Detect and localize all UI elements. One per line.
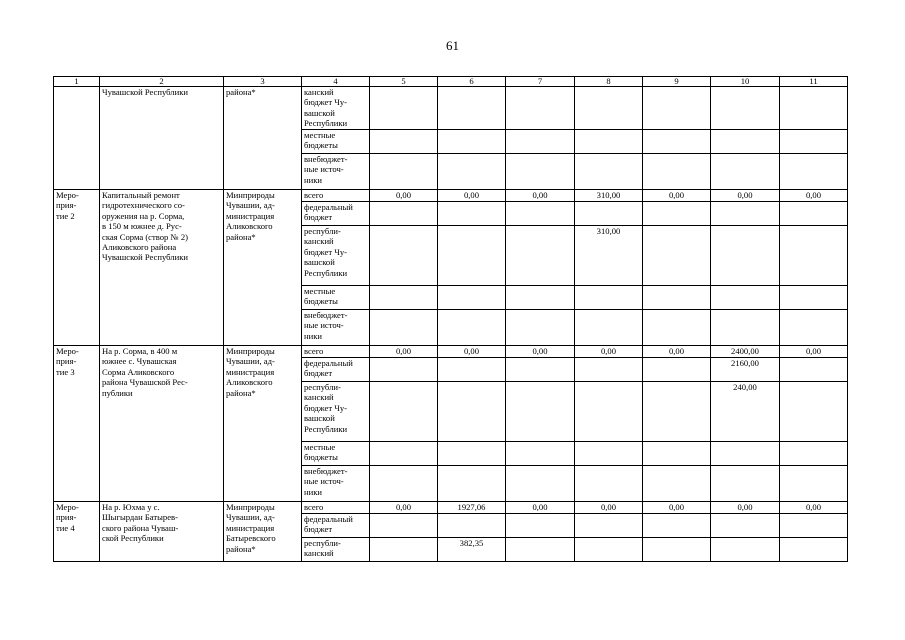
value-cell — [370, 346, 438, 358]
value-cell — [643, 190, 711, 202]
value-cell — [370, 202, 438, 226]
source-cell — [302, 442, 370, 466]
value-cell — [506, 286, 575, 310]
value-cell — [575, 154, 643, 190]
source-cell-text: республи- канский бюджет Чу- вашской Республики — [304, 382, 348, 434]
value-cell — [438, 502, 506, 514]
value-cell-text: 0,00 — [805, 190, 822, 200]
value-cell — [575, 358, 643, 382]
measure-name-text: Меро- прия- тие 3 — [56, 346, 79, 377]
value-cell-text: 0,00 — [805, 346, 822, 356]
object-cell — [100, 346, 224, 502]
value-cell — [780, 514, 848, 538]
value-cell-text: 0,00 — [463, 190, 480, 200]
value-cell — [575, 87, 643, 130]
column-number-1-text: 1 — [74, 76, 79, 86]
value-cell — [780, 202, 848, 226]
source-cell — [302, 514, 370, 538]
column-number-8 — [575, 77, 643, 87]
value-cell — [643, 502, 711, 514]
executor-cell — [224, 346, 302, 502]
value-cell — [438, 442, 506, 466]
value-cell — [780, 310, 848, 346]
executor-cell — [224, 87, 302, 190]
value-cell-text: 0,00 — [600, 502, 617, 512]
value-cell — [370, 286, 438, 310]
value-cell — [711, 310, 780, 346]
value-cell — [370, 226, 438, 286]
executor-cell-text: Минприроды Чувашии, ад- министрация Аликовского района* — [226, 190, 275, 242]
column-number-11 — [780, 77, 848, 87]
source-cell-text: местные бюджеты — [304, 286, 338, 307]
value-cell — [506, 538, 575, 562]
source-cell-text: внебюджет- ные источ- ники — [304, 466, 348, 497]
value-cell — [643, 130, 711, 154]
value-cell — [643, 87, 711, 130]
value-cell — [780, 538, 848, 562]
value-cell — [711, 346, 780, 358]
value-cell — [370, 382, 438, 442]
value-cell — [506, 514, 575, 538]
value-cell — [506, 358, 575, 382]
value-cell-text: 0,00 — [395, 502, 412, 512]
source-cell — [302, 538, 370, 562]
value-cell-text: 0,00 — [532, 346, 548, 356]
value-cell — [506, 87, 575, 130]
value-cell — [370, 466, 438, 502]
column-number-4 — [302, 77, 370, 87]
table-row — [54, 346, 848, 358]
value-cell — [780, 358, 848, 382]
column-number-9 — [643, 77, 711, 87]
executor-cell — [224, 190, 302, 346]
value-cell — [711, 538, 780, 562]
measure-name-text: Меро- прия- тие 2 — [56, 190, 79, 221]
value-cell-text: 0,00 — [395, 190, 412, 200]
value-cell — [370, 502, 438, 514]
value-cell — [575, 190, 643, 202]
column-number-3 — [224, 77, 302, 87]
source-cell — [302, 190, 370, 202]
value-cell-text: 2160,00 — [731, 358, 759, 368]
value-cell — [780, 502, 848, 514]
value-cell — [575, 130, 643, 154]
column-number-3-text: 3 — [260, 76, 265, 86]
value-cell — [643, 226, 711, 286]
source-cell — [302, 502, 370, 514]
value-cell — [438, 346, 506, 358]
value-cell — [780, 87, 848, 130]
source-cell — [302, 358, 370, 382]
source-cell-text: всего — [304, 346, 324, 356]
value-cell — [370, 87, 438, 130]
source-cell-text: федеральный бюджет — [304, 358, 353, 379]
value-cell — [780, 154, 848, 190]
value-cell — [370, 514, 438, 538]
value-cell — [438, 226, 506, 286]
measure-name — [54, 502, 100, 562]
value-cell — [711, 226, 780, 286]
value-cell — [780, 382, 848, 442]
value-cell — [643, 310, 711, 346]
source-cell — [302, 466, 370, 502]
value-cell — [643, 538, 711, 562]
source-cell — [302, 286, 370, 310]
object-cell-text: На р. Юхма у с. Шыгырдан Батырев- ского района Чуваш- ской Республики — [102, 502, 179, 544]
value-cell — [506, 202, 575, 226]
value-cell — [711, 202, 780, 226]
value-cell — [575, 286, 643, 310]
column-number-7 — [506, 77, 575, 87]
value-cell — [506, 502, 575, 514]
column-number-9-text: 9 — [674, 76, 679, 86]
source-cell — [302, 310, 370, 346]
value-cell-text: 0,00 — [395, 346, 412, 356]
source-cell-text: республи- канский бюджет Чу- вашской Республики — [304, 226, 348, 278]
value-cell — [575, 466, 643, 502]
value-cell — [711, 87, 780, 130]
value-cell — [370, 130, 438, 154]
source-cell — [302, 382, 370, 442]
value-cell — [643, 466, 711, 502]
object-cell — [100, 502, 224, 562]
value-cell — [711, 130, 780, 154]
value-cell — [711, 286, 780, 310]
column-number-7-text: 7 — [537, 76, 543, 86]
value-cell — [643, 154, 711, 190]
measure-name — [54, 346, 100, 502]
value-cell — [711, 514, 780, 538]
value-cell — [438, 514, 506, 538]
value-cell — [780, 466, 848, 502]
value-cell — [438, 87, 506, 130]
value-cell-text: 310,00 — [596, 190, 621, 200]
value-cell — [370, 442, 438, 466]
measure-name-text: Меро- прия- тие 4 — [56, 502, 79, 533]
value-cell — [438, 154, 506, 190]
column-number-8-text: 8 — [606, 76, 611, 86]
column-number-10-text: 10 — [740, 76, 750, 86]
value-cell-text: 0,00 — [668, 502, 685, 512]
value-cell — [506, 382, 575, 442]
value-cell-text: 0,00 — [668, 346, 685, 356]
value-cell-text: 310,00 — [596, 226, 621, 236]
value-cell — [780, 346, 848, 358]
value-cell — [711, 502, 780, 514]
page-number: 61 — [446, 38, 459, 53]
column-number-11-text: 11 — [809, 76, 818, 86]
value-cell-text: 0,00 — [600, 346, 617, 356]
value-cell — [438, 190, 506, 202]
value-cell — [438, 466, 506, 502]
value-cell — [711, 190, 780, 202]
value-cell-text: 0,00 — [737, 502, 753, 512]
executor-cell — [224, 502, 302, 562]
value-cell-text: 240,00 — [733, 382, 757, 392]
value-cell — [575, 442, 643, 466]
column-number-1 — [54, 77, 100, 87]
value-cell — [643, 382, 711, 442]
column-number-5 — [370, 77, 438, 87]
source-cell — [302, 130, 370, 154]
value-cell — [711, 154, 780, 190]
value-cell — [575, 310, 643, 346]
value-cell-text: 1927,06 — [457, 502, 486, 512]
value-cell — [438, 202, 506, 226]
source-cell — [302, 226, 370, 286]
executor-cell-text: района* — [226, 87, 256, 97]
value-cell — [438, 358, 506, 382]
value-cell — [575, 226, 643, 286]
value-cell — [780, 226, 848, 286]
table-row — [54, 502, 848, 514]
value-cell-text: 0,00 — [805, 502, 822, 512]
value-cell — [643, 346, 711, 358]
source-cell — [302, 154, 370, 190]
column-number-6 — [438, 77, 506, 87]
value-cell — [575, 502, 643, 514]
value-cell — [506, 190, 575, 202]
source-cell-text: местные бюджеты — [304, 130, 338, 151]
value-cell — [438, 538, 506, 562]
value-cell — [575, 382, 643, 442]
value-cell — [575, 538, 643, 562]
object-cell-text: На р. Сорма, в 400 м южнее с. Чувашская Сорма Аликовского района Чувашской Рес- публики — [102, 346, 188, 398]
value-cell-text: 382,35 — [459, 538, 484, 548]
value-cell — [506, 466, 575, 502]
value-cell — [711, 358, 780, 382]
value-cell — [438, 286, 506, 310]
value-cell-text: 0,00 — [668, 190, 685, 200]
value-cell — [711, 466, 780, 502]
source-cell-text: всего — [304, 502, 324, 512]
value-cell — [780, 442, 848, 466]
value-cell — [643, 286, 711, 310]
value-cell — [711, 382, 780, 442]
table-row — [54, 190, 848, 202]
source-cell — [302, 346, 370, 358]
value-cell-text: 0,00 — [737, 190, 753, 200]
source-cell-text: всего — [304, 190, 324, 200]
value-cell — [780, 286, 848, 310]
value-cell — [370, 154, 438, 190]
value-cell-text: 2400,00 — [731, 346, 759, 356]
value-cell — [575, 514, 643, 538]
object-cell — [100, 190, 224, 346]
source-cell-text: местные бюджеты — [304, 442, 338, 463]
value-cell-text: 0,00 — [532, 190, 548, 200]
value-cell — [506, 154, 575, 190]
object-cell — [100, 87, 224, 190]
budget-table — [53, 76, 848, 562]
value-cell — [780, 190, 848, 202]
measure-name — [54, 190, 100, 346]
source-cell-text: республи- канский — [304, 538, 341, 559]
column-number-5-text: 5 — [401, 76, 406, 86]
value-cell-text: 0,00 — [532, 502, 548, 512]
value-cell — [370, 358, 438, 382]
value-cell — [643, 202, 711, 226]
column-number-10 — [711, 77, 780, 87]
value-cell — [643, 358, 711, 382]
value-cell — [643, 442, 711, 466]
column-number-2 — [100, 77, 224, 87]
value-cell — [506, 130, 575, 154]
value-cell — [438, 310, 506, 346]
measure-cell — [54, 87, 100, 190]
source-cell-text: федеральный бюджет — [304, 514, 353, 535]
value-cell — [575, 202, 643, 226]
value-cell — [370, 310, 438, 346]
column-number-header — [54, 77, 848, 87]
value-cell — [643, 514, 711, 538]
executor-cell-text: Минприроды Чувашии, ад- министрация Аликовского района* — [226, 346, 275, 398]
source-cell-text: внебюджет- ные источ- ники — [304, 154, 348, 185]
value-cell — [575, 346, 643, 358]
source-cell — [302, 87, 370, 130]
column-number-6-text: 6 — [469, 76, 474, 86]
value-cell — [438, 130, 506, 154]
column-number-4-text: 4 — [333, 76, 338, 86]
source-cell-text: федеральный бюджет — [304, 202, 353, 223]
executor-cell-text: Минприроды Чувашии, ад- министрация Батыревского района* — [226, 502, 276, 554]
value-cell — [506, 442, 575, 466]
source-cell — [302, 202, 370, 226]
source-cell-text: внебюджет- ные источ- ники — [304, 310, 348, 341]
source-cell-text: канский бюджет Чу- вашской Республики — [304, 87, 348, 129]
value-cell-text: 0,00 — [463, 346, 480, 356]
value-cell — [438, 382, 506, 442]
value-cell — [506, 226, 575, 286]
object-cell-text: Чувашской Республики — [102, 87, 188, 97]
value-cell — [506, 310, 575, 346]
value-cell — [370, 190, 438, 202]
value-cell — [711, 442, 780, 466]
table-row — [54, 87, 848, 130]
value-cell — [370, 538, 438, 562]
value-cell — [506, 346, 575, 358]
value-cell — [780, 130, 848, 154]
object-cell-text: Капитальный ремонт гидротехнического со- оружения на р. Сорма, в 150 м южнее д. Рус- ская Сорма (створ № 2) Аликовского района Чувашской Республики — [102, 190, 188, 263]
column-number-2-text: 2 — [159, 76, 164, 86]
